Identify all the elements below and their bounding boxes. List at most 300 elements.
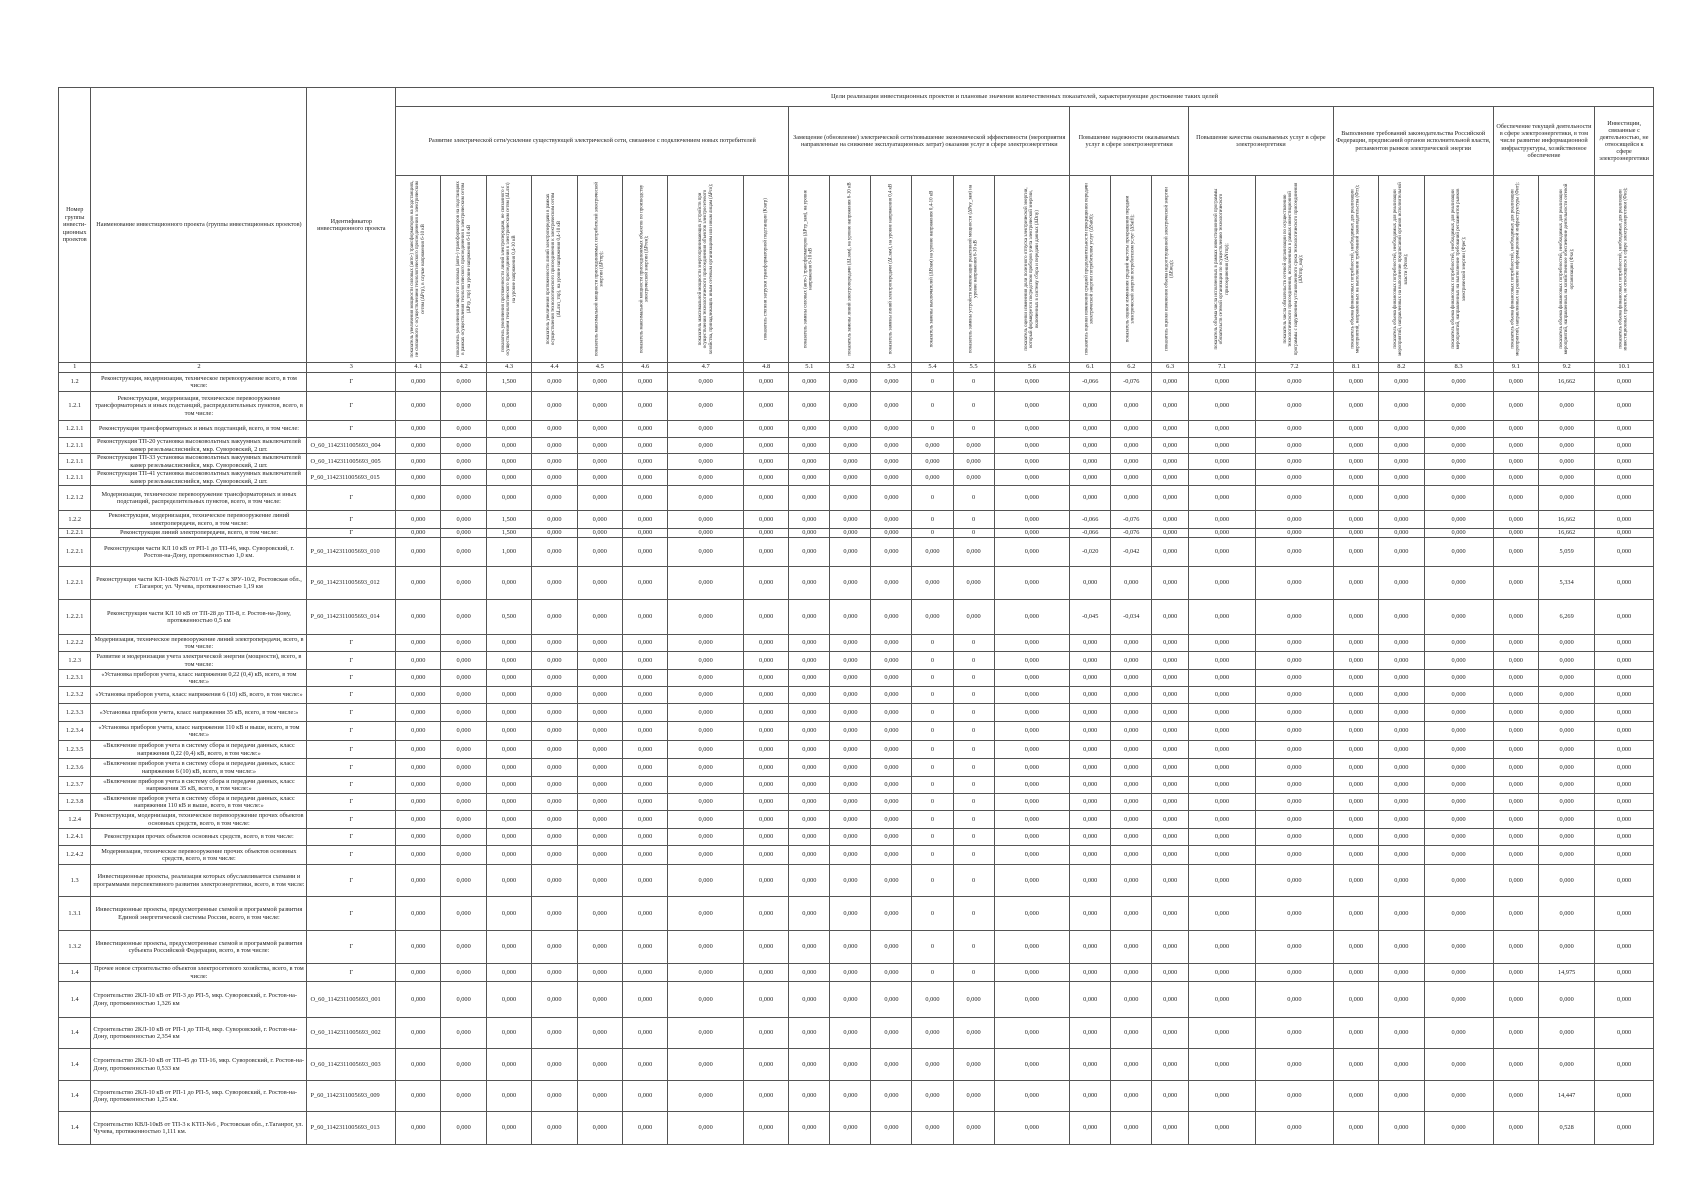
value-cell: 0,000 [441,421,486,438]
indicator-header [622,176,667,363]
value-cell: 0,000 [1070,1112,1111,1145]
value-cell: 0,000 [1333,897,1378,931]
project-name-cell: Инвестиционные проекты, предусмотренные схемой и программой развития субъекта Российской Федерации, всего, в том числе: [91,931,307,964]
value-cell: 0,000 [1595,829,1654,846]
value-cell: 0,000 [1493,1112,1538,1145]
value-cell: 0,000 [441,670,486,687]
value-cell: 0,000 [1152,635,1189,652]
value-cell: 0,000 [668,777,744,794]
column-number-cell: 5.6 [994,363,1070,373]
header-project-id: Идентификатор инвестиционного проекта [307,88,396,363]
value-cell: 0,000 [871,600,912,635]
value-cell: 0,000 [743,600,788,635]
value-cell: 0,000 [668,964,744,982]
value-cell: 0,000 [1189,635,1256,652]
value-cell: 0,000 [1256,1112,1334,1145]
value-cell: 0 [953,865,994,897]
indicator-header-text: показатель максимальной мощности энергопринимающих устройств при осуществлении технологического присоединения объектов электросетевого хозяйства, принадлежащих иным сетевым организациям или иным лицам (ΔPсо); [697,183,714,355]
value-cell: 0,000 [1379,722,1424,741]
project-name-cell: Реконструкция трансформаторных и иных подстанций, всего, в том числе: [91,421,307,438]
value-cell: 0,000 [396,470,441,486]
value-cell: 0,000 [1111,897,1152,931]
value-cell: 0,000 [871,652,912,670]
column-number-cell: 4.1 [396,363,441,373]
value-cell: 0,000 [441,438,486,454]
value-cell: 0,000 [486,1081,531,1112]
value-cell: 0,000 [871,811,912,829]
value-cell: 0,000 [871,722,912,741]
value-cell: 0,000 [577,1112,622,1145]
value-cell: 0,000 [1333,454,1378,470]
value-cell: 0,000 [912,1049,953,1081]
value-cell: 0,000 [486,1049,531,1081]
value-cell: 0,000 [1070,897,1111,931]
value-cell: 0 [953,687,994,704]
value-cell: 0,000 [1189,1049,1256,1081]
value-cell: 0,000 [871,777,912,794]
value-cell: 0,000 [1333,511,1378,529]
value-cell: 0,000 [1256,1081,1334,1112]
value-cell: 0,000 [1424,741,1493,759]
value-cell: 0,000 [1539,777,1595,794]
value-cell: 0,000 [622,486,667,511]
value-cell: 0,000 [1493,600,1538,635]
column-number-cell: 4.7 [668,363,744,373]
value-cell: 0,000 [830,759,871,777]
value-cell: 0,000 [441,687,486,704]
value-cell: 14,975 [1539,964,1595,982]
value-cell: 0,000 [1379,794,1424,811]
indicator-header [1424,176,1493,363]
project-id-cell: Р_60_1142311005693_014 [307,600,396,635]
value-cell: 0,000 [532,964,577,982]
project-name-cell: Модернизация, техническое перевооружение линий электропередачи, всего, в том числе: [91,635,307,652]
value-cell: 0,000 [622,600,667,635]
indicator-header-text: показатель объема финансовых потребностей, необходимых для реализации инвестиционных проектов, не относящихся к сфере электроэнергетики (Фнэ); [1618,187,1630,351]
value-cell: 0,000 [1379,670,1424,687]
value-cell: 0,000 [441,652,486,670]
value-cell: 0,000 [743,865,788,897]
value-cell: 0,000 [1424,567,1493,600]
value-cell: 0,000 [1111,470,1152,486]
value-cell: 0,000 [1539,470,1595,486]
column-number-cell: 5.1 [789,363,830,373]
value-cell: 0,000 [486,421,531,438]
value-cell: 0,000 [1333,865,1378,897]
value-cell: 0,000 [1152,811,1189,829]
value-cell: 0,000 [622,722,667,741]
value-cell: 0,000 [396,538,441,567]
value-cell: 0,000 [1070,722,1111,741]
value-cell: 0,000 [1152,567,1189,600]
value-cell: -0,034 [1111,600,1152,635]
value-cell: 0 [912,392,953,421]
value-cell: 0,000 [396,777,441,794]
value-cell: 0,000 [668,722,744,741]
value-cell: 0,000 [1256,741,1334,759]
value-cell: 0,000 [1595,687,1654,704]
indicator-header-text: показатель объема финансовых потребностей, необходимых для реализации мероприятий, направленных на выполнение требований регламентов рынков электрической энергии (Фрег); [1450,188,1467,350]
value-cell: 0,000 [1379,470,1424,486]
value-cell: 0,000 [441,1018,486,1049]
value-cell: 0,000 [830,529,871,538]
value-cell: 0,000 [668,652,744,670]
value-cell: 0,000 [1379,1049,1424,1081]
value-cell: 0,000 [396,687,441,704]
value-cell: 0,000 [1539,704,1595,722]
group-number-cell: 1.2.2 [59,511,91,529]
value-cell: 0,000 [1539,897,1595,931]
value-cell: 0,000 [1189,470,1256,486]
value-cell: 0,000 [668,470,744,486]
value-cell: 0,000 [1152,846,1189,865]
value-cell: 0,000 [994,421,1070,438]
value-cell: 0,000 [1333,811,1378,829]
project-id-cell: Р_60_1142311005693_009 [307,1081,396,1112]
value-cell: 0,000 [743,529,788,538]
value-cell: 0,000 [1070,846,1111,865]
value-cell: 0 [953,511,994,529]
project-id-cell: О_60_1142311005693_003 [307,1049,396,1081]
value-cell: 0,000 [1070,829,1111,846]
value-cell: 0,000 [1152,538,1189,567]
value-cell: 0,000 [1070,421,1111,438]
value-cell: 0,000 [532,687,577,704]
value-cell: 0,000 [1256,982,1334,1018]
value-cell: 0,000 [1189,687,1256,704]
table-row [59,722,1654,741]
indicator-header [577,176,622,363]
value-cell: 0,000 [1493,897,1538,931]
value-cell: 0,000 [622,392,667,421]
value-cell: 0,000 [1152,722,1189,741]
value-cell: 0,000 [871,846,912,865]
value-cell: 0,500 [486,600,531,635]
value-cell: 0,000 [532,567,577,600]
table-row [59,704,1654,722]
group-number-cell: 1.2.3.7 [59,777,91,794]
value-cell: 0,000 [1111,964,1152,982]
value-cell: 0,000 [577,759,622,777]
value-cell: 0,000 [1595,1081,1654,1112]
value-cell: 0 [912,794,953,811]
value-cell: 0,000 [1189,670,1256,687]
value-cell: 0,000 [1333,777,1378,794]
value-cell: 0,000 [577,897,622,931]
value-cell: 0,000 [743,1049,788,1081]
indicator-header [1539,176,1595,363]
value-cell: 0,000 [1189,865,1256,897]
value-cell: 0,000 [1256,670,1334,687]
value-cell: 0,000 [396,392,441,421]
project-id-cell: Г [307,529,396,538]
value-cell: 0,000 [1189,1018,1256,1049]
value-cell: 0,000 [789,652,830,670]
table-body [59,373,1654,1145]
value-cell: -0,076 [1111,529,1152,538]
value-cell: 0,000 [441,931,486,964]
value-cell: 0,000 [1493,670,1538,687]
value-cell: 0,000 [830,421,871,438]
value-cell: -0,020 [1070,538,1111,567]
value-cell: 0,000 [1256,794,1334,811]
value-cell: 0,000 [743,470,788,486]
value-cell: 0,000 [622,759,667,777]
value-cell: 0,000 [871,759,912,777]
value-cell: 0,000 [1070,1049,1111,1081]
value-cell: 0 [953,897,994,931]
value-cell: 0,000 [1256,722,1334,741]
value-cell: 0,000 [1256,635,1334,652]
value-cell: 0,000 [1333,846,1378,865]
value-cell: 0,000 [622,373,667,392]
value-cell: 0,000 [577,829,622,846]
value-cell: 0,000 [577,964,622,982]
value-cell: 0,000 [577,1049,622,1081]
value-cell: 0,000 [743,759,788,777]
value-cell: 0,000 [622,829,667,846]
value-cell: 0,000 [871,1081,912,1112]
value-cell: 0,000 [1379,438,1424,454]
value-cell: 0 [912,704,953,722]
value-cell: 0,000 [1493,704,1538,722]
value-cell: 0,000 [830,438,871,454]
value-cell: 0,000 [396,438,441,454]
value-cell: 0,000 [871,567,912,600]
value-cell: 0,000 [441,704,486,722]
group-number-cell: 1.2.1.2 [59,486,91,511]
value-cell: 0,000 [743,982,788,1018]
value-cell: 0,000 [789,829,830,846]
value-cell: 0,000 [1189,964,1256,982]
column-number-cell: 1 [59,363,91,373]
project-id-cell: Г [307,897,396,931]
value-cell: 0,000 [1189,1081,1256,1112]
value-cell: 0,000 [1111,1018,1152,1049]
value-cell: 0,000 [622,567,667,600]
value-cell: 0,000 [871,687,912,704]
value-cell: 0,000 [994,454,1070,470]
value-cell: 0,000 [994,529,1070,538]
value-cell: 0,000 [532,392,577,421]
value-cell: 0,000 [789,470,830,486]
value-cell: 0,000 [830,865,871,897]
value-cell: 0,000 [486,1018,531,1049]
indicator-header-text: показатель объема финансовых потребностей, необходимых для реализации мероприятий, направленных на выполнение требований законодательства (Фтз); [1350,184,1361,354]
project-id-cell: Г [307,704,396,722]
value-cell: 0,000 [871,829,912,846]
value-cell: 0,000 [577,811,622,829]
value-cell: 0,000 [1424,846,1493,865]
value-cell: 0,000 [532,829,577,846]
value-cell: 0,000 [1379,865,1424,897]
value-cell: 0,000 [441,964,486,982]
group-number-cell: 1.4 [59,964,91,982]
project-name-cell: «Включение приборов учета в систему сбора и передачи данных, класс напряжения 110 кВ и выше, всего, в том числе:» [91,794,307,811]
value-cell: 0,000 [994,865,1070,897]
value-cell: 0,000 [486,486,531,511]
value-cell: 0,000 [743,722,788,741]
column-number-cell: 9.2 [1539,363,1595,373]
value-cell: 0,000 [668,421,744,438]
value-cell: 0,000 [532,794,577,811]
value-cell: 0,000 [1424,538,1493,567]
value-cell: 0,000 [441,373,486,392]
value-cell: 0,000 [668,1112,744,1145]
value-cell: 0,000 [1152,529,1189,538]
value-cell: 0,000 [1424,1081,1493,1112]
value-cell: 0,000 [1152,470,1189,486]
value-cell: 0 [953,794,994,811]
value-cell: 0,000 [577,392,622,421]
value-cell: 0,000 [1493,635,1538,652]
value-cell: 0,000 [830,670,871,687]
value-cell: 0,000 [622,438,667,454]
value-cell: 0,000 [1111,438,1152,454]
project-name-cell: Прочее новое строительство объектов электросетевого хозяйства, всего, в том числе: [91,964,307,982]
table-row [59,470,1654,486]
value-cell: 16,662 [1539,511,1595,529]
value-cell: 0,000 [1595,373,1654,392]
value-cell: 0 [912,811,953,829]
value-cell: 0,000 [830,567,871,600]
project-name-cell: Инвестиционные проекты, реализация которых обуславливается схемами и программами перспективного развития электроэнергетики, всего, в том числе: [91,865,307,897]
value-cell: 0,000 [1333,470,1378,486]
value-cell: 0,000 [1111,759,1152,777]
goal-group-header: Выполнение требований законодательства Российской Федерации, предписаний органов исполнительной власти, регламентов рынков электрической энергии [1333,107,1493,176]
value-cell: 0,000 [789,704,830,722]
project-id-cell: О_60_1142311005693_004 [307,438,396,454]
value-cell: 0,000 [1152,865,1189,897]
value-cell: 0,000 [1070,1018,1111,1049]
value-cell: 0,000 [743,538,788,567]
value-cell: 0,000 [953,1081,994,1112]
value-cell: 0,000 [1539,982,1595,1018]
value-cell: 0,000 [994,704,1070,722]
project-id-cell: Г [307,486,396,511]
value-cell: 0,000 [577,777,622,794]
value-cell: 0,000 [396,421,441,438]
value-cell: 0,000 [994,652,1070,670]
table-row [59,392,1654,421]
value-cell: 0,000 [441,1081,486,1112]
indicator-header-text: показатель степени загрузки трансформаторной подстанции (Кзагр) [763,198,769,340]
value-cell: 0 [912,421,953,438]
value-cell: 0,000 [1152,421,1189,438]
indicator-header [953,176,994,363]
value-cell: 0,000 [1539,652,1595,670]
value-cell: 0,000 [622,865,667,897]
value-cell: 0,000 [1493,652,1538,670]
value-cell: 0,000 [1424,1112,1493,1145]
value-cell: 0,000 [1256,652,1334,670]
value-cell: 0,000 [743,741,788,759]
value-cell: 0,000 [1379,511,1424,529]
value-cell: 0,000 [743,964,788,982]
value-cell: 0,000 [396,964,441,982]
value-cell: 0,000 [871,982,912,1018]
value-cell: 0,000 [994,538,1070,567]
value-cell: 0,000 [577,438,622,454]
project-id-cell: Г [307,846,396,865]
table-row [59,511,1654,529]
value-cell: 0,000 [1189,567,1256,600]
value-cell: 0,000 [953,438,994,454]
indicator-header-text: показатель увеличения мощности силовых (авто-) трансформаторов на подстанциях, не связанного с осуществлением технологического присоединения к электрическим сетям (ΔPтр), в случае напряжения 6-10 кВ [410,180,427,358]
value-cell: 0,000 [1333,1049,1378,1081]
value-cell: 0,000 [1539,670,1595,687]
value-cell: 0,000 [743,373,788,392]
value-cell: 0,000 [1256,421,1334,438]
group-number-cell: 1.2.3.8 [59,794,91,811]
value-cell: 0,000 [1070,567,1111,600]
indicator-header [532,176,577,363]
value-cell: 0,000 [1424,373,1493,392]
value-cell: 0,000 [441,511,486,529]
value-cell: 0,000 [1070,741,1111,759]
column-number-row [59,363,1654,373]
value-cell: 0,000 [789,777,830,794]
value-cell: 0,000 [486,759,531,777]
group-number-cell: 1.2.3.6 [59,759,91,777]
value-cell: 0,000 [1070,652,1111,670]
value-cell: 0,000 [1189,511,1256,529]
value-cell: 0,000 [1493,511,1538,529]
group-number-cell: 1.3 [59,865,91,897]
value-cell: 0,000 [1152,1018,1189,1049]
value-cell: 0,000 [1070,454,1111,470]
value-cell: 0 [953,392,994,421]
value-cell: 0,000 [1493,865,1538,897]
value-cell: 0,000 [1595,811,1654,829]
value-cell: 0,000 [871,438,912,454]
value-cell: 0,000 [577,486,622,511]
value-cell: 0,000 [994,741,1070,759]
value-cell: 0,000 [1111,635,1152,652]
value-cell: 0,000 [1189,529,1256,538]
value-cell: 0,000 [743,652,788,670]
value-cell: 0,000 [789,373,830,392]
value-cell: 0,000 [1379,846,1424,865]
group-number-cell: 1.3.2 [59,931,91,964]
value-cell: 0,000 [622,794,667,811]
value-cell: 0,000 [1379,1018,1424,1049]
table-row [59,1112,1654,1145]
value-cell: 0,000 [1424,759,1493,777]
value-cell: 0,000 [1256,931,1334,964]
column-number-cell: 4.6 [622,363,667,373]
value-cell: 0,000 [1333,931,1378,964]
value-cell: 0,000 [1111,982,1152,1018]
value-cell: 0,000 [1070,635,1111,652]
value-cell: 0,000 [871,511,912,529]
value-cell: 0,000 [1189,829,1256,846]
group-number-cell: 1.4 [59,982,91,1018]
group-number-cell: 1.2.3.3 [59,704,91,722]
indicator-header-text: показатель объема финансовых потребностей, необходимых для реализации мероприятий, направленных на развитие информационной инфраструктуры (Фит); [1510,182,1521,356]
value-cell: 0,000 [830,722,871,741]
column-number-cell: 5.2 [830,363,871,373]
value-cell: 0,000 [912,1112,953,1145]
value-cell: 0,000 [994,964,1070,982]
goal-group-header: Обеспечение текущей деятельности в сфере электроэнергетики, в том числе развитие информационной инфраструктуры, хозяйственное обеспечение [1493,107,1595,176]
value-cell: 0,000 [441,567,486,600]
value-cell: -0,045 [1070,600,1111,635]
value-cell: 0,000 [1111,811,1152,829]
value-cell: 0,000 [994,470,1070,486]
column-number-cell: 6.1 [1070,363,1111,373]
value-cell: 0,000 [789,931,830,964]
